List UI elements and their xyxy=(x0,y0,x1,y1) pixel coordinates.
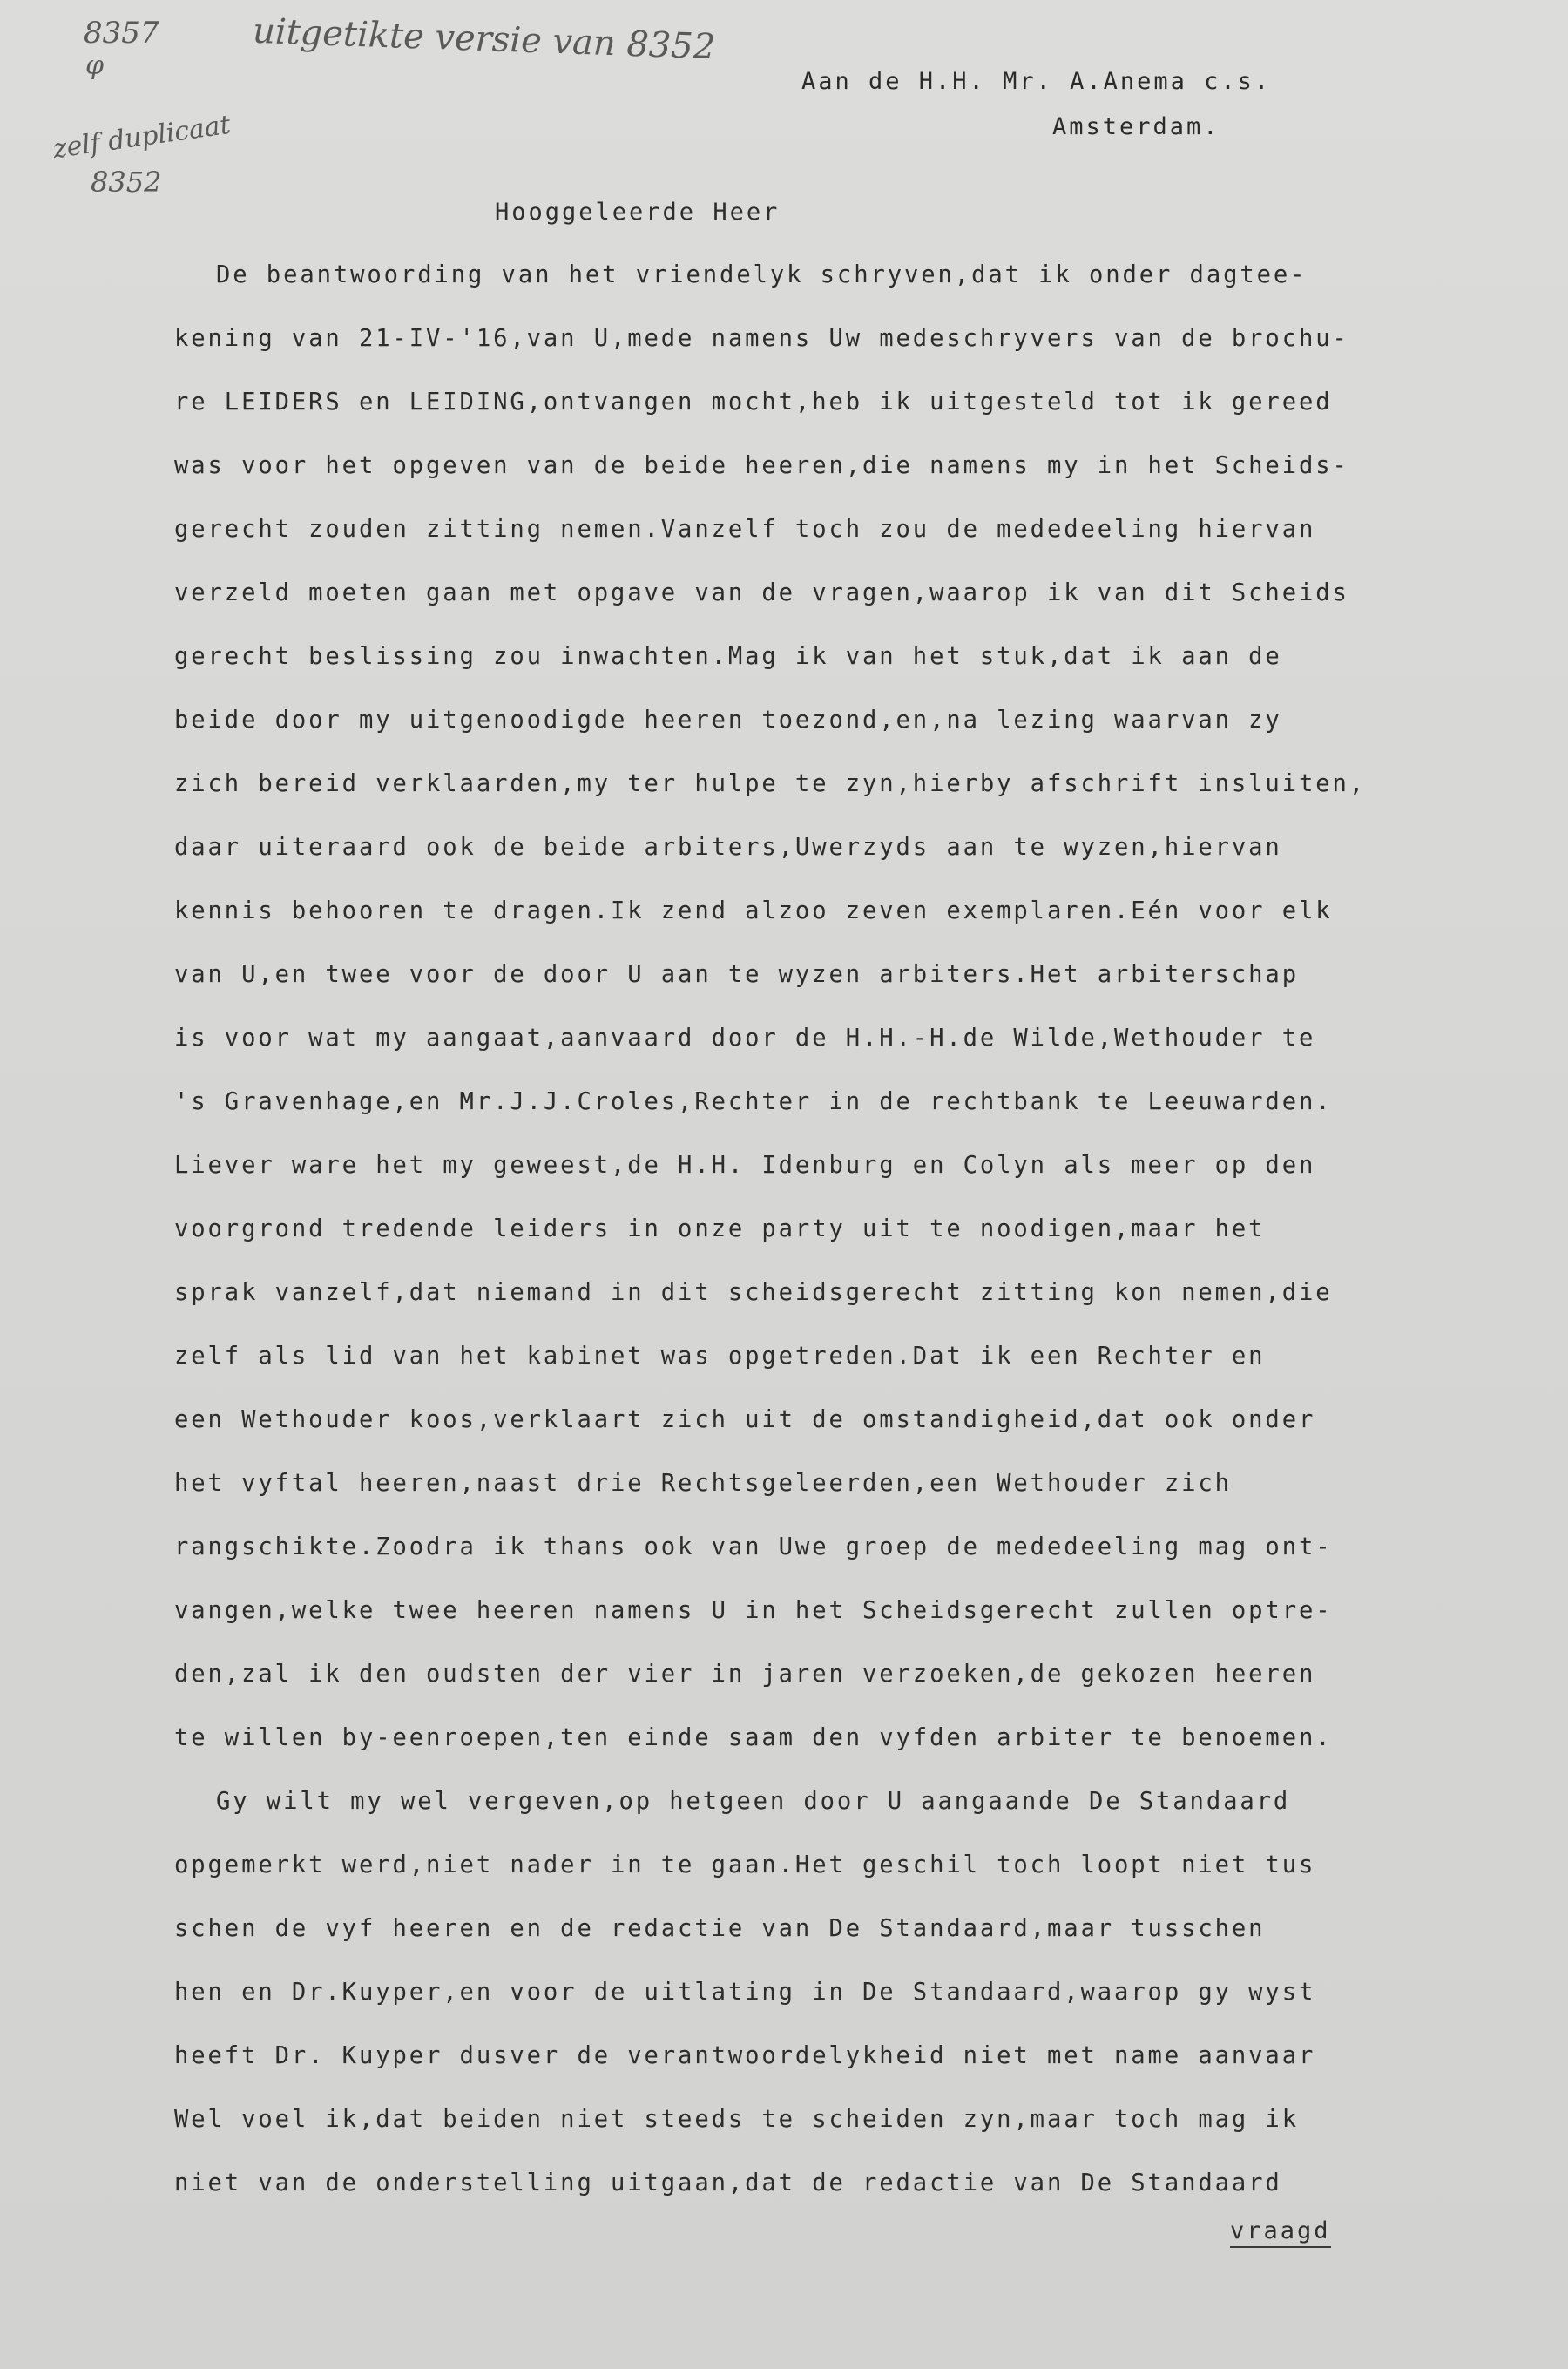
body-line: opgemerkt werd,niet nader in te gaan.Het geschil toch loopt niet tus xyxy=(174,1851,1316,1878)
body-line: verzeld moeten gaan met opgave van de vragen,waarop ik van dit Scheids xyxy=(174,579,1349,606)
body-line: hen en Dr.Kuyper,en voor de uitlating in De Standaard,waarop gy wyst xyxy=(174,1979,1316,2006)
body-line: Liever ware het my geweest,de H.H. Idenburg en Colyn als meer op den xyxy=(174,1152,1316,1179)
body-line: het vyftal heeren,naast drie Rechtsgeleerden,een Wethouder zich xyxy=(174,1470,1232,1497)
body-line: was voor het opgeven van de beide heeren,die namens my in het Scheids- xyxy=(174,452,1349,479)
addressee-line-1: Aan de H.H. Mr. A.Anema c.s. xyxy=(801,68,1272,95)
body-line: is voor wat my aangaat,aanvaard door de H.H.-H.de Wilde,Wethouder te xyxy=(174,1025,1316,1052)
body-line: gerecht beslissing zou inwachten.Mag ik van het stuk,dat ik aan de xyxy=(174,643,1282,670)
handwritten-reference-symbol: φ xyxy=(85,51,105,81)
handwritten-note-top: uitgetikte versie van 8352 xyxy=(252,10,716,68)
body-line: Gy wilt my wel vergeven,op hetgeen door U aangaande De Standaard xyxy=(216,1788,1291,1815)
body-line: van U,en twee voor de door U aan te wyzen arbiters.Het arbiterschap xyxy=(174,961,1299,988)
body-line: vangen,welke twee heeren namens U in het Scheidsgerecht zullen optre- xyxy=(174,1597,1333,1624)
body-line: beide door my uitgenoodigde heeren toezond,en,na lezing waarvan zy xyxy=(174,707,1282,734)
body-line: gerecht zouden zitting nemen.Vanzelf toch zou de mededeeling hiervan xyxy=(174,516,1316,543)
body-line: schen de vyf heeren en de redactie van De Standaard,maar tusschen xyxy=(174,1915,1266,1942)
body-line: zich bereid verklaarden,my ter hulpe te zyn,hierby afschrift insluiten, xyxy=(174,770,1367,797)
body-line: kening van 21-IV-'16,van U,mede namens Uw medeschryvers van de brochu- xyxy=(174,325,1349,352)
body-line: voorgrond tredende leiders in onze party uit te noodigen,maar het xyxy=(174,1215,1266,1242)
body-line: zelf als lid van het kabinet was opgetreden.Dat ik een Rechter en xyxy=(174,1343,1266,1370)
body-line: sprak vanzelf,dat niemand in dit scheidsgerecht zitting kon nemen,die xyxy=(174,1279,1333,1306)
handwritten-note-left: zelf duplicaat xyxy=(51,109,233,166)
body-line: De beantwoording van het vriendelyk schryven,dat ik onder dagtee- xyxy=(216,261,1308,288)
body-line: den,zal ik den oudsten der vier in jaren verzoeken,de gekozen heeren xyxy=(174,1661,1316,1688)
body-line: heeft Dr. Kuyper dusver de verantwoordelykheid niet met name aanvaar xyxy=(174,2042,1316,2069)
continuation-word: vraagd xyxy=(1230,2217,1331,2248)
body-line: rangschikte.Zoodra ik thans ook van Uwe groep de mededeeling mag ont- xyxy=(174,1533,1333,1560)
body-line: re LEIDERS en LEIDING,ontvangen mocht,heb ik uitgesteld tot ik gereed xyxy=(174,389,1333,416)
body-line: Wel voel ik,dat beiden niet steeds te scheiden zyn,maar toch mag ik xyxy=(174,2106,1299,2133)
body-line: 's Gravenhage,en Mr.J.J.Croles,Rechter in de rechtbank te Leeuwarden. xyxy=(174,1088,1333,1115)
handwritten-reference-top: 8357 xyxy=(84,16,159,51)
salutation: Hooggeleerde Heer xyxy=(495,199,781,226)
body-line: kennis behooren te dragen.Ik zend alzoo zeven exemplaren.Eén voor elk xyxy=(174,897,1333,924)
body-line: niet van de onderstelling uitgaan,dat de redactie van De Standaard xyxy=(174,2169,1282,2196)
handwritten-reference-bottom: 8352 xyxy=(91,166,162,199)
body-line: te willen by-eenroepen,ten einde saam den vyfden arbiter te benoemen. xyxy=(174,1724,1333,1751)
addressee-line-2: Amsterdam. xyxy=(1052,113,1220,140)
body-line: daar uiteraard ook de beide arbiters,Uwerzyds aan te wyzen,hiervan xyxy=(174,834,1282,861)
body-line: een Wethouder koos,verklaart zich uit de omstandigheid,dat ook onder xyxy=(174,1406,1316,1433)
